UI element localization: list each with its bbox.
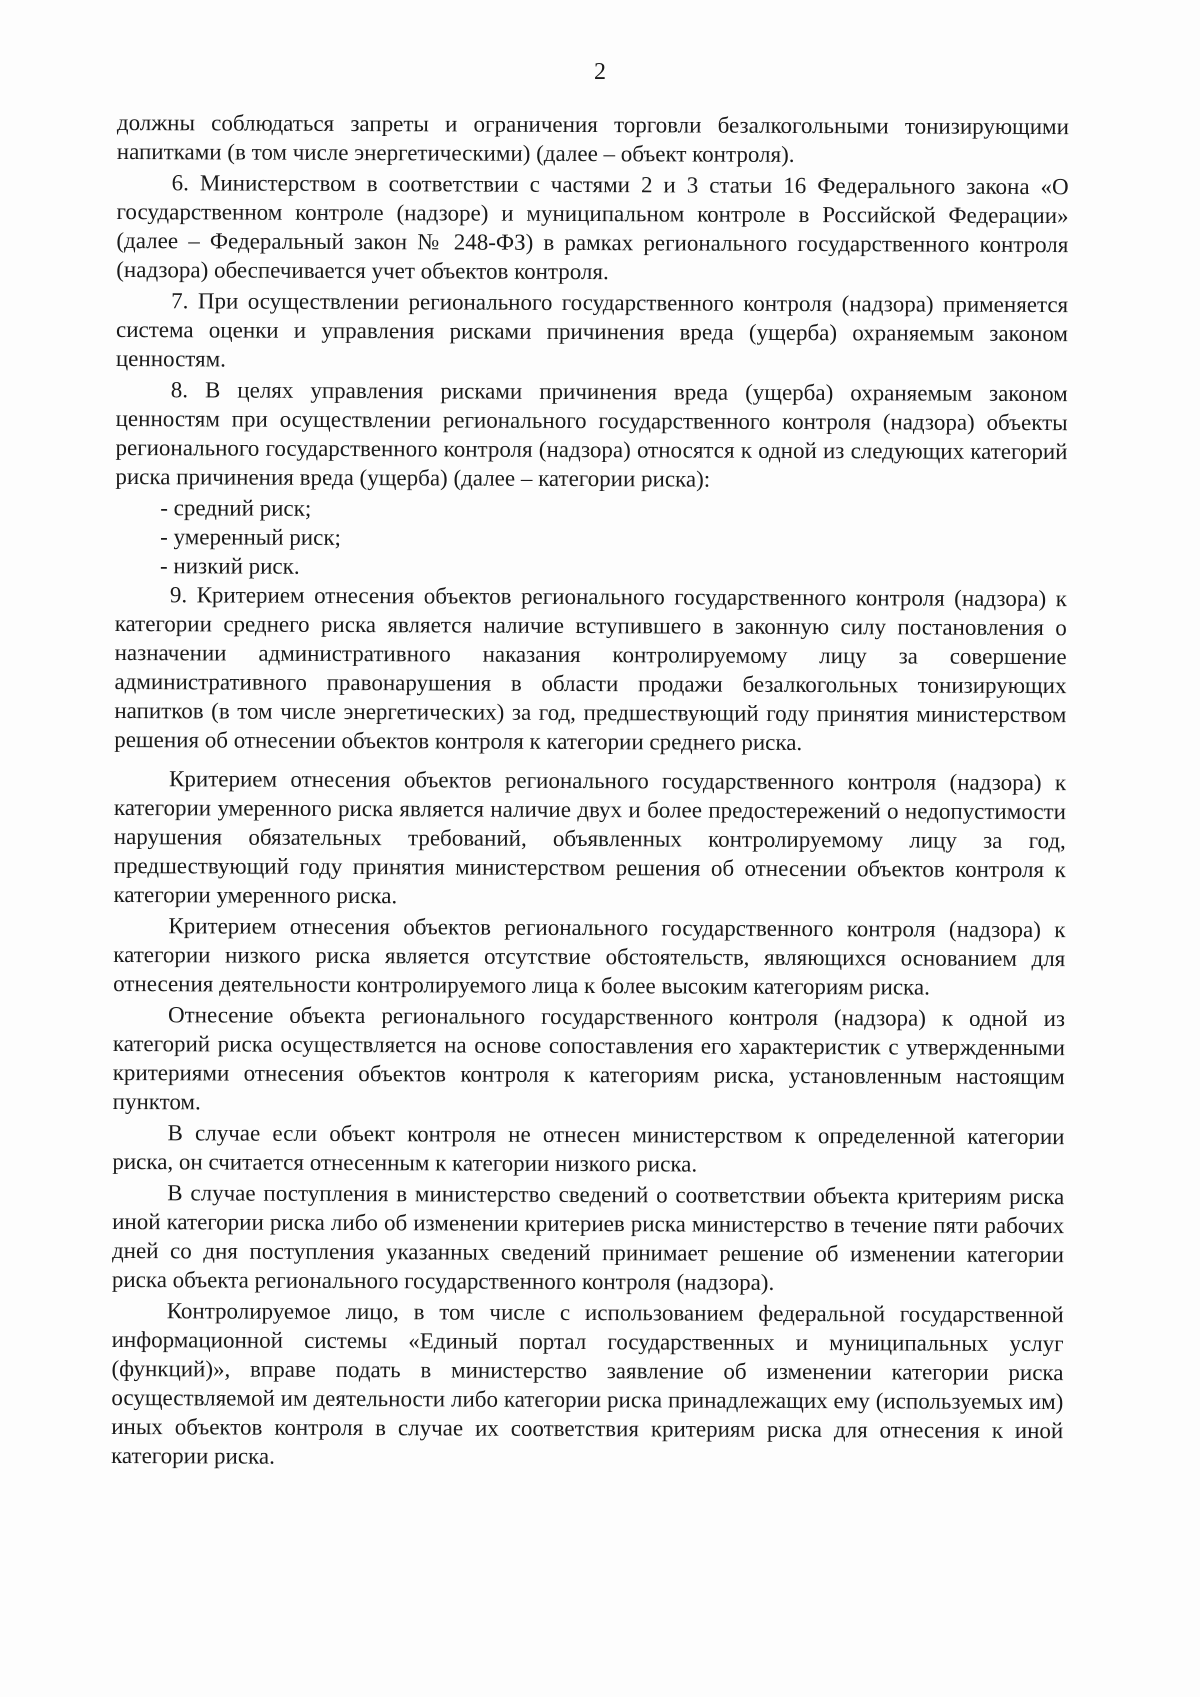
paragraph-item-8: 8. В целях управления рисками причинения вреда (ущерба) охраняемым законом ценностям при осуществлении регионального государственного контроля (надзора) объекты регионального государственного контроля (надзора) относятся к одной из следующих категорий риска причинения вреда (ущерба) (далее – категории риска): [115, 377, 1068, 492]
paragraph-low-risk-criterion: Критерием отнесения объектов регионального государственного контроля (надзора) к категории низкого риска является отсутствие обстоятельств, являющихся основанием для отнесения деятельности контролируемого лица к более высоким категориям риска. [113, 913, 1066, 1000]
list-item-moderate-risk: - умеренный риск; [160, 524, 341, 550]
page-number: 2 [594, 59, 606, 85]
paragraph-item-9: 9. Критерием отнесения объектов регионального государственного контроля (надзора) к категории среднего риска является наличие вступившего в законную силу постановления о назначении административного наказания контролируемому лицу за совершение административного правонарушения в области продажи безалкогольных тонизирующих напитков (в том числе энергетических) за год, предшествующий году принятия министерством решения об отнесении объектов контроля к категории среднего риска. [114, 582, 1067, 755]
document-body [111, 108, 1069, 1476]
paragraph-continuation: должны соблюдаться запреты и ограничения торговли безалкогольными тонизирующими напитками (в том числе энергетическими) (далее – объект контроля). [116, 109, 1069, 167]
paragraph-controlled-person-application: Контролируемое лицо, в том числе с использованием федеральной государственной информационной системы «Единый портал государственных и муниципальных услуг (функций)», вправе подать в министерство заявление об изменении категории риска осуществляемой им деятельности либо категории риска принадлежащих ему (используемых им) иных объектов контроля в случае их соответствия критериям риска для отнесения к иной категории риска. [111, 1298, 1064, 1469]
list-item-medium-risk: - средний риск; [160, 495, 312, 521]
list-item-low-risk: - низкий риск. [159, 553, 300, 579]
paragraph-default-low-risk: В случае если объект контроля не отнесен министерством к определенной категории риска, он считается отнесенным к категории низкого риска. [112, 1120, 1065, 1177]
paragraph-moderate-risk-criterion: Критерием отнесения объектов регионального государственного контроля (надзора) к категории умеренного риска является наличие двух и более предостережений о недопустимости нарушения обязательных требований, объявленных контролируемому лицу за год, предшествующий году принятия министерством решения об отнесении объектов контроля к категории умеренного риска. [113, 766, 1067, 909]
paragraph-category-change: В случае поступления в министерство сведений о соответствии объекта критериям риска иной категории риска либо об изменении критериев риска министерство в течение пяти рабочих дней со дня поступления указанных сведений принимает решение об изменении категории риска объекта регионального государственного контроля (надзора). [111, 1180, 1065, 1295]
paragraph-item-6: 6. Министерством в соответствии с частями 2 и 3 статьи 16 Федерального закона «О государственном контроле (надзоре) и муниципальном контроле в Российской Федерации» (далее – Федеральный закон № 248-ФЗ) в рамках регионального государственного контроля (надзора) обеспечивается учет объектов контроля. [116, 170, 1069, 285]
paragraph-item-7: 7. При осуществлении регионального государственного контроля (надзора) применяется система оценки и управления рисками причинения вреда (ущерба) охраняемым законом ценностям. [115, 288, 1069, 372]
paragraph-risk-assignment: Отнесение объекта регионального государственного контроля (надзора) к одной из категорий риска осуществляется на основе сопоставления его характеристик с утвержденными критериями отнесения объектов контроля к категориям риска, установленным настоящим пунктом. [112, 1002, 1066, 1115]
risk-category-list [115, 493, 1067, 584]
